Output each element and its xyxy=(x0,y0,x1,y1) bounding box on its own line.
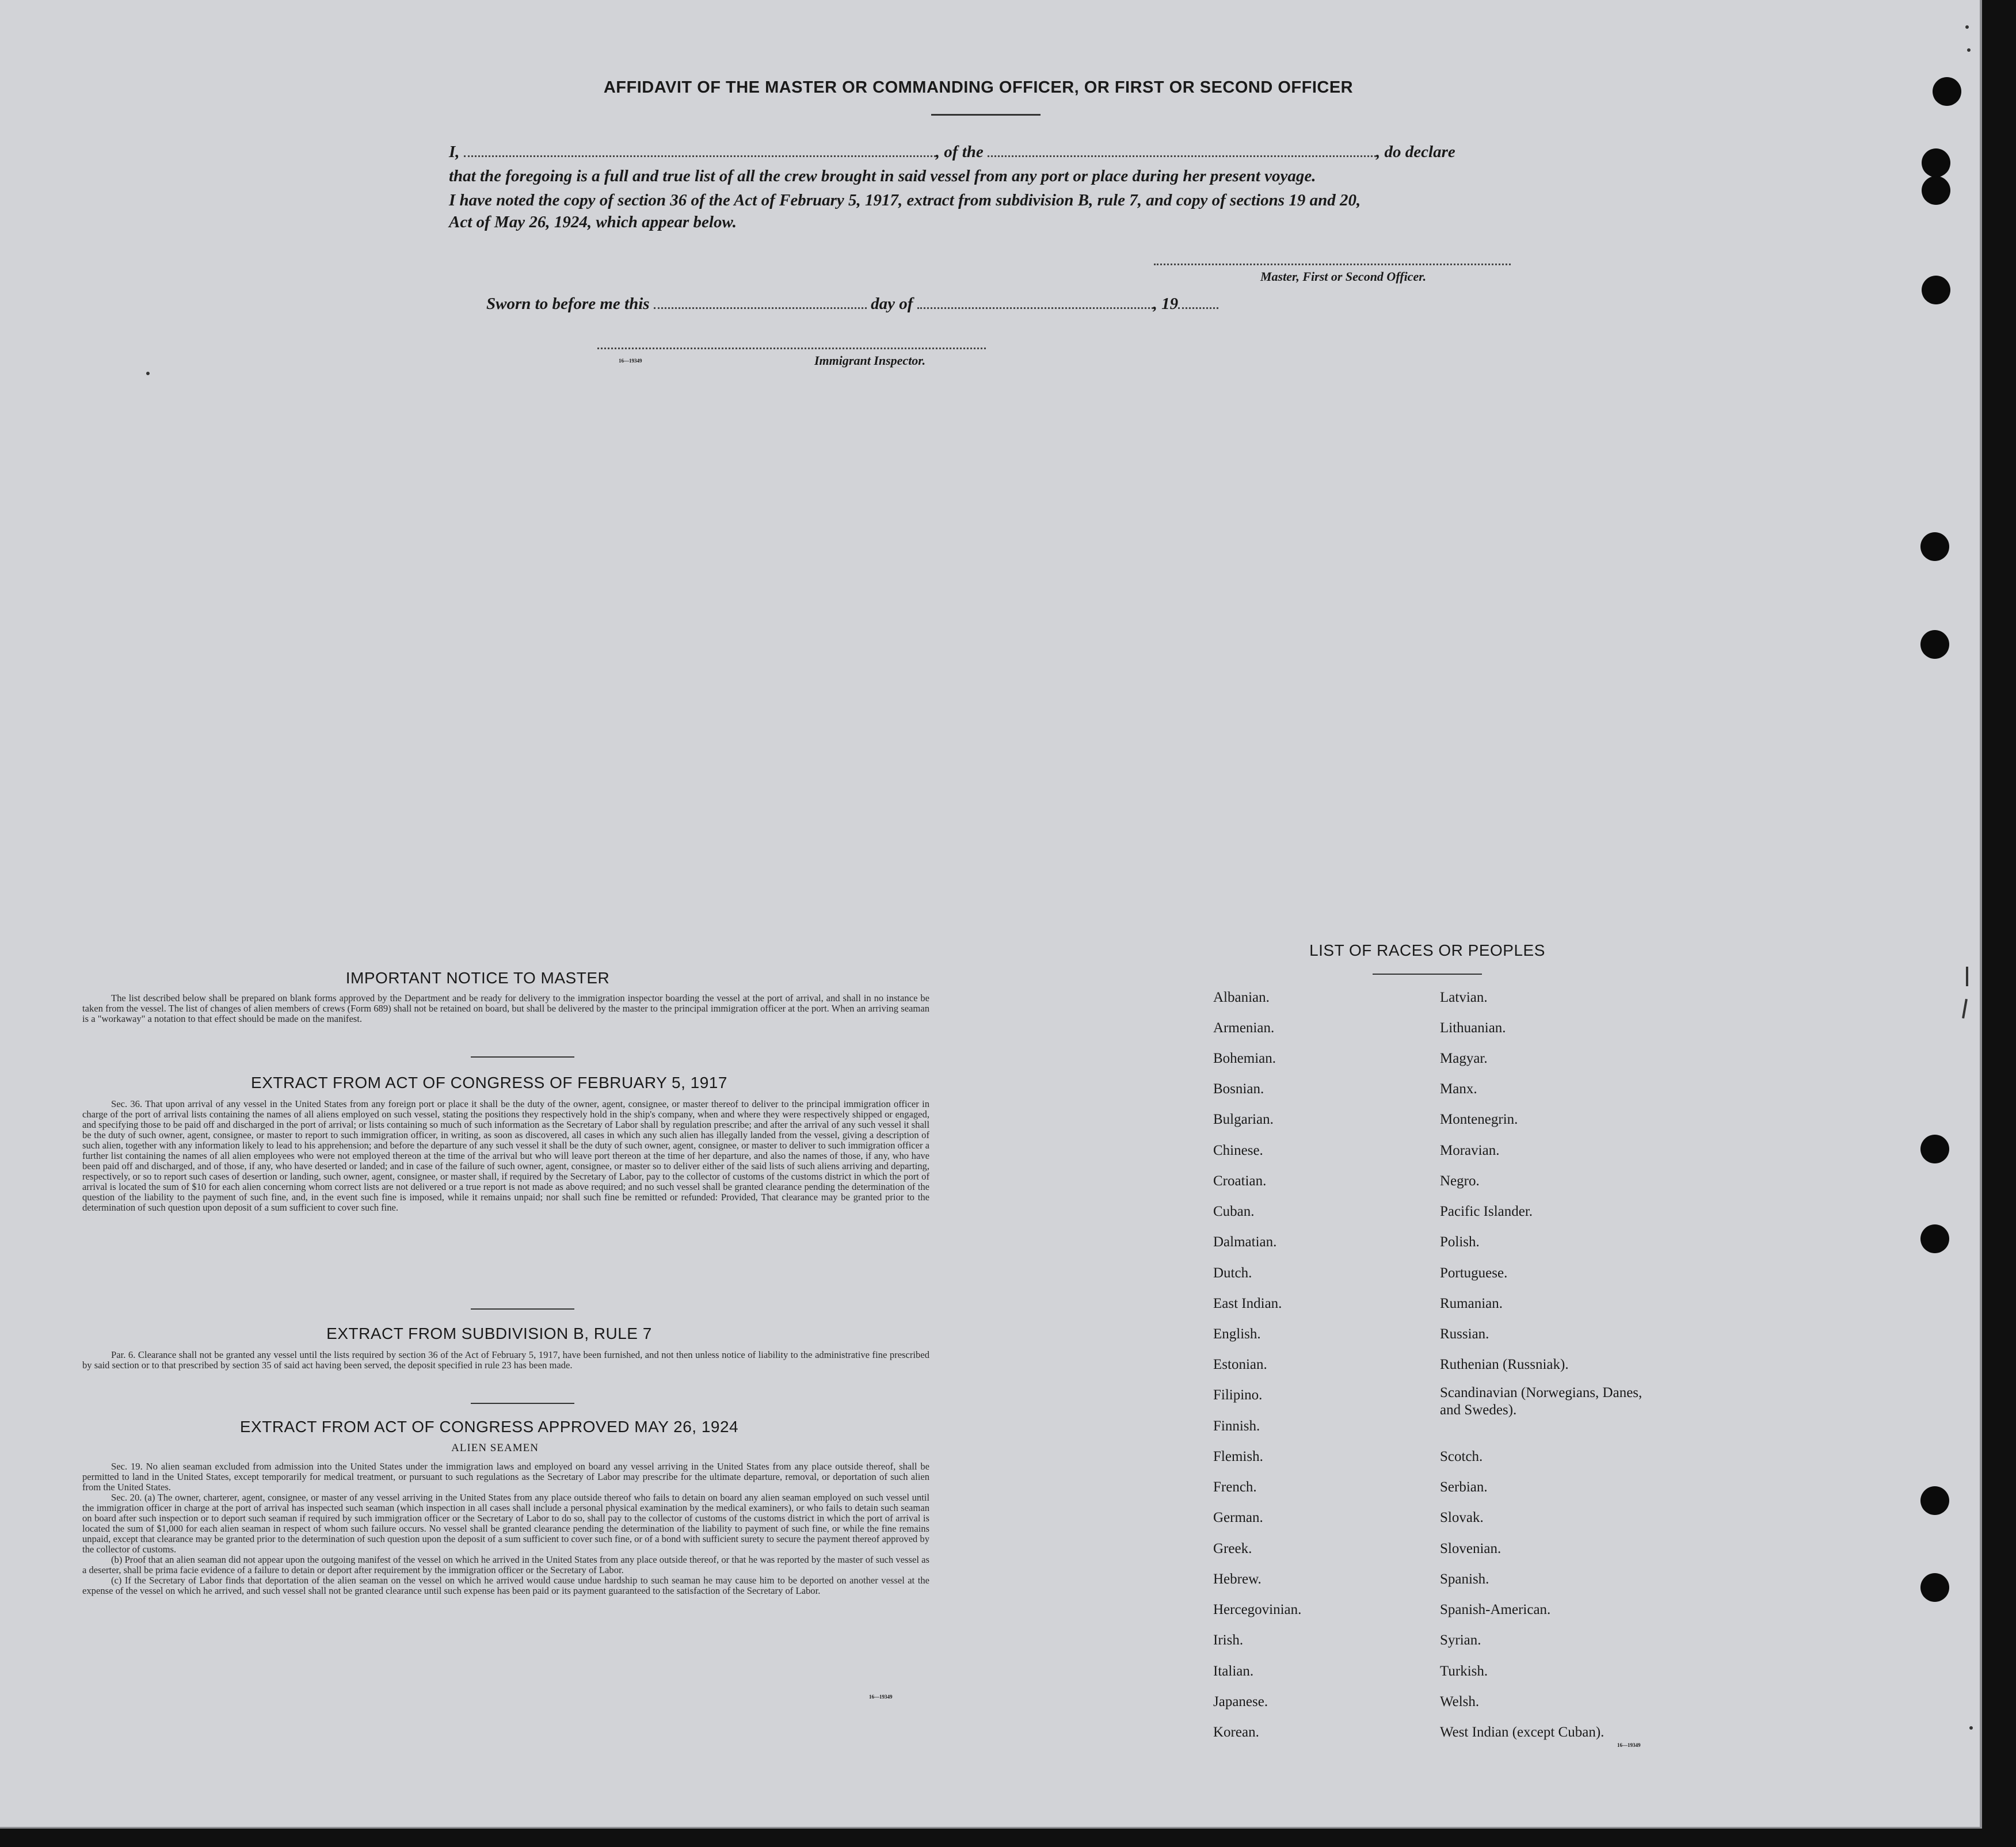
extract-rule7-title: EXTRACT FROM SUBDIVISION B, RULE 7 xyxy=(326,1325,652,1342)
race-item: Croatian. xyxy=(1213,1173,1267,1189)
notice-paragraph: The list described below shall be prepared on blank forms approved by the Department and be ready for delivery to the immigration inspector boarding the vessel at the port of arrival, and shall in no instance be taken from the vessel. The list of changes of alien members of crews (Form 689) shall not be retained on board, but shall be delivered by the master to the principal immigration officer at the port. When an arriving seaman is a "workaway" a notation to that effect should be made on the manifest. xyxy=(82,993,929,1024)
master-signature-caption: Master, First or Second Officer. xyxy=(1260,269,1427,284)
race-item: French. xyxy=(1213,1479,1257,1495)
race-item: Negro. xyxy=(1440,1173,1480,1189)
race-item: Dutch. xyxy=(1213,1265,1252,1281)
race-item: English. xyxy=(1213,1326,1261,1342)
affidavit-line-2: that the foregoing is a full and true list of all the crew brought in said vessel from any port or place during her present voyage. xyxy=(449,167,1316,185)
race-item: Hercegovinian. xyxy=(1213,1602,1302,1617)
race-item: Dalmatian. xyxy=(1213,1234,1277,1250)
section-20c-paragraph: (c) If the Secretary of Labor finds that deportation of the alien seaman on the vessel on which he arrived would cause undue hardship to such seaman he may cause him to be deported on another vessel at the expense of the vessel on which he arrived, and such vessel shall not be granted clearance until such expense has been paid or its payment guaranteed to the satisfaction of the Secretary of Labor. xyxy=(82,1575,929,1596)
race-item: Korean. xyxy=(1213,1724,1259,1740)
notice-text xyxy=(82,993,929,1024)
extract-1924-text xyxy=(82,1461,929,1596)
title-underline xyxy=(931,114,1041,116)
sworn-year-field[interactable] xyxy=(1178,296,1218,309)
race-item: Bulgarian. xyxy=(1213,1112,1274,1127)
race-item: Latvian. xyxy=(1440,990,1488,1005)
sworn-prefix: Sworn to before me this xyxy=(486,295,650,313)
race-item: Lithuanian. xyxy=(1440,1020,1506,1036)
race-item: Finnish. xyxy=(1213,1418,1260,1434)
punch-hole xyxy=(1920,532,1949,561)
race-item: Magyar. xyxy=(1440,1051,1488,1066)
race-item: Hebrew. xyxy=(1213,1571,1262,1587)
race-item: Chinese. xyxy=(1213,1143,1263,1158)
punch-hole xyxy=(1922,176,1950,205)
punch-hole xyxy=(1922,276,1950,304)
race-item: Welsh. xyxy=(1440,1694,1480,1709)
ink-speck xyxy=(1965,25,1969,29)
declare-text: , do declare xyxy=(1376,143,1455,161)
race-item: German. xyxy=(1213,1510,1263,1525)
race-item: Ruthenian (Russniak). xyxy=(1440,1357,1569,1372)
sworn-day-field[interactable] xyxy=(654,296,867,309)
extract-1917-title: EXTRACT FROM ACT OF CONGRESS OF FEBRUARY 5, 1917 xyxy=(251,1074,727,1092)
race-item: Spanish. xyxy=(1440,1571,1489,1587)
race-item: Greek. xyxy=(1213,1541,1252,1556)
pencil-mark xyxy=(1962,999,1968,1018)
punch-hole xyxy=(1920,1224,1949,1253)
section-divider xyxy=(471,1056,574,1058)
race-item: Cuban. xyxy=(1213,1204,1255,1219)
race-item: Albanian. xyxy=(1213,990,1270,1005)
race-item: Manx. xyxy=(1440,1081,1477,1097)
race-item: Montenegrin. xyxy=(1440,1112,1518,1127)
race-item: Japanese. xyxy=(1213,1694,1268,1709)
race-item: Russian. xyxy=(1440,1326,1489,1342)
race-item: Scotch. xyxy=(1440,1449,1483,1464)
vessel-prefix: , of the xyxy=(935,143,984,161)
notice-form-number: 16—19349 xyxy=(869,1694,893,1700)
year-prefix: , 19 xyxy=(1153,295,1179,313)
alien-seamen-heading: ALIEN SEAMEN xyxy=(451,1442,539,1454)
vessel-name-field[interactable] xyxy=(988,144,1376,157)
race-item: Slovenian. xyxy=(1440,1541,1501,1556)
race-item: Flemish. xyxy=(1213,1449,1263,1464)
notice-title: IMPORTANT NOTICE TO MASTER xyxy=(345,969,610,987)
extract-1924-title: EXTRACT FROM ACT OF CONGRESS APPROVED MAY 26, 1924 xyxy=(239,1418,739,1436)
declarant-prefix: I, xyxy=(449,143,460,161)
title-underline xyxy=(1373,974,1482,975)
race-item: Italian. xyxy=(1213,1663,1254,1679)
race-item: Bosnian. xyxy=(1213,1081,1264,1097)
races-form-number: 16—19349 xyxy=(1617,1742,1641,1748)
race-item: Filipino. xyxy=(1213,1387,1263,1403)
section-20b-paragraph: (b) Proof that an alien seaman did not appear upon the outgoing manifest of the vessel on which he arrived in the United States from any place outside thereof, or that he was reported by the master of such vessel as a deserter, shall be prima facie evidence of a failure to detain or deport after requirement by the immigration officer or the Secretary of Labor. xyxy=(82,1554,929,1575)
sworn-line xyxy=(486,295,1218,314)
race-item: East Indian. xyxy=(1213,1296,1282,1311)
punch-hole xyxy=(1920,630,1949,659)
section-36-paragraph: Sec. 36. That upon arrival of any vessel in the United States from any foreign port or place it shall be the duty of the owner, agent, consignee, or master thereof to deliver to the principal immigration officer in charge of the port of arrival lists containing the names of all aliens employed on such vessel, stating the positions they respectively hold in the ship's company, when and where they were respectively shipped or engaged, and specifying those to be paid off and discharged in the port of arrival; or lists containing so much of such information as the Secretary of Labor shall by regulation prescribe; and after the arrival of any such vessel it shall be the duty of such owner, agent, consignee, or master to report to such immigration officer, in writing, as soon as discovered, all cases in which any such alien has illegally landed from the vessel, giving a description of such alien, together with any information likely to lead to his apprehension; and before the departure of any such vessel it shall be the duty of such owner, agent, consignee, or master to deliver to such immigration officer a further list containing the names of all alien employees who were not employed thereon at the time of the arrival but who will leave port thereon at the time of her departure, and also the names of those, if any, who have been paid off and discharged, and of those, if any, who have deserted or landed; and in case of the failure of such owner, agent, consignee, or master so to deliver either of the said lists of such aliens arriving and departing, respectively, or so to report such cases of desertion or landing, such owner, agent, consignee, or master shall, if required by the Secretary of Labor, pay to the collector of customs of the customs district in which the port of arrival is located the sum of $10 for each alien concerning whom correct lists are not delivered or a true report is not made as above required; and no such vessel shall be granted clearance pending the determination of the question of the liability to the payment of such fine, and, in the event such fine is imposed, while it remains unpaid; nor shall such fine be remitted or refunded: Provided, That clearance may be granted prior to the determination of such question upon deposit of a sum sufficient to cover such fine. xyxy=(82,1098,929,1213)
pencil-mark xyxy=(1966,967,1968,986)
punch-hole xyxy=(1920,1573,1949,1602)
affidavit-line-4: Act of May 26, 1924, which appear below. xyxy=(449,213,737,231)
punch-hole xyxy=(1922,148,1950,177)
race-item: Syrian. xyxy=(1440,1632,1481,1648)
section-divider xyxy=(471,1308,574,1310)
race-item: Portuguese. xyxy=(1440,1265,1508,1281)
race-item: Moravian. xyxy=(1440,1143,1500,1158)
race-item: Irish. xyxy=(1213,1632,1244,1648)
race-item: Turkish. xyxy=(1440,1663,1488,1679)
ink-speck xyxy=(1967,48,1971,52)
punch-hole xyxy=(1920,1135,1949,1163)
section-19-paragraph: Sec. 19. No alien seaman excluded from admission into the United States under the immigration laws and employed on board any vessel arriving in the United States from any place outside thereof, shall be permitted to land in the United States, except temporarily for medical treatment, or pursuant to such regulations as the Secretary of Labor may prescribe for the ultimate departure, removal, or deportation of such alien from the United States. xyxy=(82,1461,929,1493)
races-title: LIST OF RACES OR PEOPLES xyxy=(1309,941,1545,959)
ink-speck xyxy=(146,372,150,375)
section-divider xyxy=(471,1403,574,1404)
race-item: Scandinavian (Norwegians, Danes, and Swedes). xyxy=(1440,1385,1642,1418)
inspector-signature-field[interactable] xyxy=(597,348,986,349)
extract-rule7-text xyxy=(82,1350,929,1371)
race-item: West Indian (except Cuban). xyxy=(1440,1724,1605,1740)
day-of-label: day of xyxy=(871,295,913,313)
affidavit-title: AFFIDAVIT OF THE MASTER OR COMMANDING OFFICER, OR FIRST OR SECOND OFFICER xyxy=(603,78,1354,97)
punch-hole xyxy=(1933,77,1961,106)
race-item: Pacific Islander. xyxy=(1440,1204,1533,1219)
sworn-month-field[interactable] xyxy=(917,296,1153,309)
race-item: Rumanian. xyxy=(1440,1296,1503,1311)
affidavit-form-number: 16—19349 xyxy=(619,358,642,364)
affidavit-line-3: I have noted the copy of section 36 of the Act of February 5, 1917, extract from subdivision B, rule 7, and copy of sections 19 and 20, xyxy=(449,191,1361,209)
race-item: Estonian. xyxy=(1213,1357,1267,1372)
punch-hole xyxy=(1920,1486,1949,1515)
race-item: Bohemian. xyxy=(1213,1051,1276,1066)
inspector-signature-caption: Immigrant Inspector. xyxy=(814,353,926,368)
affidavit-line-1 xyxy=(449,143,1455,162)
race-item: Slovak. xyxy=(1440,1510,1484,1525)
race-item: Armenian. xyxy=(1213,1020,1275,1036)
section-20a-paragraph: Sec. 20. (a) The owner, charterer, agent, consignee, or master of any vessel arriving in the United States from any place outside thereof who fails to detain on board any alien seaman employed on such vessel until the immigration officer in charge at the port of arrival has inspected such seaman (which inspection in all cases shall include a personal physical examination by the medical examiners), or who fails to detain such seaman on board after such inspection or to deport such seaman if required by such immigration officer or the Secretary of Labor to do so, shall pay to the collector of customs of the customs district in which the port of arrival is located the sum of $1,000 for each alien seaman in respect of whom such failure occurs. No vessel shall be granted clearance pending the determination of the liability to payment of such fine, or while the fine remains unpaid, except that clearance may be granted prior to the determination of such question upon the deposit of a sum sufficient to cover such fine, or of a bond with sufficient surety to secure the payment thereof approved by the collector of customs. xyxy=(82,1492,929,1555)
extract-1917-text xyxy=(82,1099,929,1213)
paragraph-6: Par. 6. Clearance shall not be granted any vessel until the lists required by section 36 of the Act of February 5, 1917, have been furnished, and not then unless notice of liability to the administrative fine prescribed by said section or to that prescribed by section 35 of said act having been served, the deposit specified in rule 23 has been made. xyxy=(82,1349,929,1371)
race-item: Serbian. xyxy=(1440,1479,1488,1495)
ink-speck xyxy=(1969,1726,1973,1730)
race-item: Polish. xyxy=(1440,1234,1480,1250)
declarant-name-field[interactable] xyxy=(464,144,936,157)
race-item: Spanish-American. xyxy=(1440,1602,1551,1617)
master-signature-field[interactable] xyxy=(1154,264,1511,265)
